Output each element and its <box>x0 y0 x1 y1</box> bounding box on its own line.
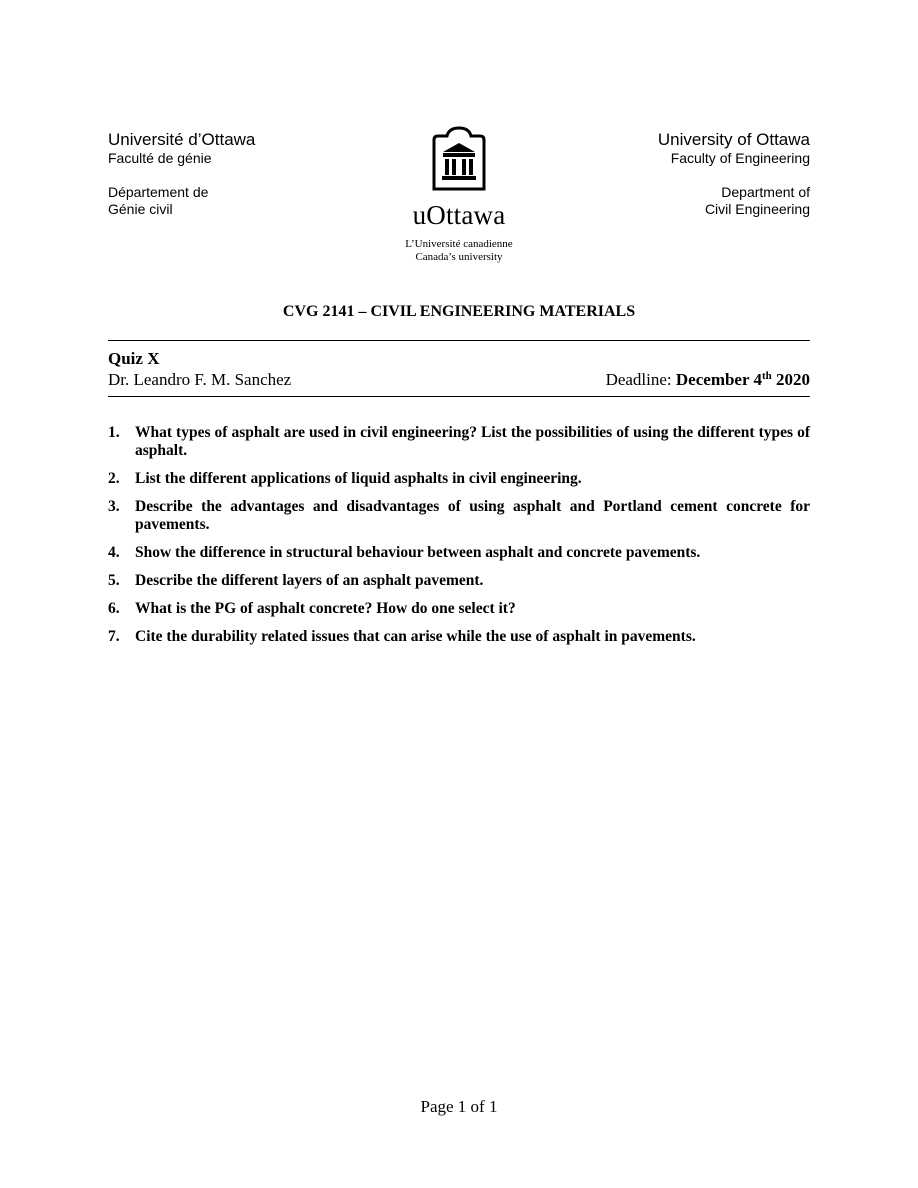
faculty-name-fr: Faculté de génie <box>108 150 212 166</box>
question-number: 3. <box>108 498 120 515</box>
question-list <box>108 424 810 656</box>
logo-tagline <box>380 238 538 264</box>
question-item <box>108 544 810 562</box>
tagline-english: Canada’s university <box>415 251 503 263</box>
uottawa-wordmark: uOttawa <box>412 200 506 230</box>
page-number: Page 1 of 1 <box>420 1097 498 1116</box>
question-number: 7. <box>108 628 120 645</box>
deadline-year: 2020 <box>771 370 810 389</box>
header-right-english <box>658 130 810 218</box>
question-item <box>108 498 810 534</box>
deadline <box>606 370 810 390</box>
uottawa-building-logo-icon <box>431 126 487 192</box>
question-number: 6. <box>108 600 120 617</box>
course-title: CVG 2141 – CIVIL ENGINEERING MATERIALS <box>282 303 636 320</box>
uottawa-logo <box>380 126 538 264</box>
question-item <box>108 424 810 460</box>
question-item <box>108 470 810 488</box>
bottom-divider <box>108 396 810 397</box>
question-number: 5. <box>108 572 120 589</box>
university-name-fr: Université d’Ottawa <box>108 130 256 149</box>
department-line2-fr: Génie civil <box>108 201 173 217</box>
department-line2-en: Civil Engineering <box>704 201 810 217</box>
question-item <box>108 600 810 618</box>
department-name-fr <box>108 184 255 218</box>
university-name-en: University of Ottawa <box>657 130 810 149</box>
top-divider <box>108 340 810 341</box>
department-line1-fr: Département de <box>108 184 209 200</box>
question-text: What types of asphalt are used in civil engineering? List the possibilities of using the different types of asphalt. <box>135 424 810 459</box>
deadline-label: Deadline: <box>605 370 676 389</box>
faculty-name-en: Faculty of Engineering <box>670 150 810 166</box>
instructor-name: Dr. Leandro F. M. Sanchez <box>108 370 292 389</box>
header-left-french <box>108 130 255 218</box>
department-line1-en: Department of <box>721 184 810 200</box>
question-text: Describe the advantages and disadvantages of using asphalt and Portland cement concrete for pavements. <box>135 498 810 533</box>
question-item <box>108 572 810 590</box>
question-text: Describe the different layers of an asphalt pavement. <box>135 572 484 589</box>
deadline-date <box>676 370 810 389</box>
question-text: Show the difference in structural behaviour between asphalt and concrete pavements. <box>135 544 701 561</box>
question-text: What is the PG of asphalt concrete? How do one select it? <box>135 600 516 617</box>
tagline-french: L’Université canadienne <box>405 238 513 250</box>
question-item <box>108 628 810 646</box>
question-number: 2. <box>108 470 120 487</box>
question-text: List the different applications of liquid asphalts in civil engineering. <box>135 470 582 487</box>
question-number: 1. <box>108 424 120 441</box>
deadline-day: December 4 <box>675 370 762 389</box>
question-text: Cite the durability related issues that can arise while the use of asphalt in pavements. <box>135 628 696 645</box>
deadline-ordinal-suffix: th <box>761 370 772 382</box>
question-number: 4. <box>108 544 120 561</box>
quiz-title: Quiz X <box>108 349 160 368</box>
department-name-en <box>658 184 810 218</box>
